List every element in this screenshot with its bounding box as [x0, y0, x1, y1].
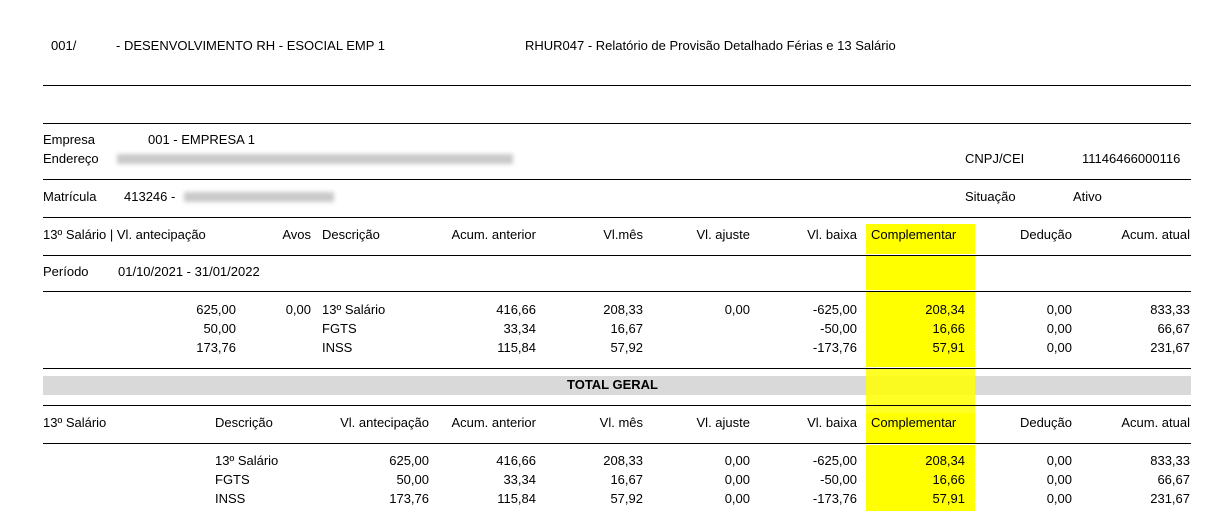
col-header-vl-ajuste: Vl. ajuste	[696, 415, 750, 430]
cell-vl-ajuste: 0,00	[724, 453, 750, 468]
cell-acum-anterior: 115,84	[497, 491, 536, 506]
cell-antecipacao: 625,00	[389, 453, 429, 468]
cell-vl-baixa: -50,00	[820, 472, 857, 487]
cell-deducao: 0,00	[1046, 453, 1072, 468]
situacao-value: Ativo	[1073, 189, 1102, 204]
col-header-complementar: Complementar	[871, 415, 957, 430]
divider	[43, 123, 1191, 124]
cell-descricao: 13º Salário	[215, 453, 279, 468]
cell-vl-mes: 57,92	[610, 491, 643, 506]
col-header-vl-ajuste: Vl. ajuste	[696, 227, 750, 242]
cell-vl-mes: 16,67	[610, 472, 643, 487]
complementar-highlight	[866, 256, 975, 290]
cell-avos: 0,00	[285, 302, 311, 317]
col-header-acum-atual: Acum. atual	[1121, 415, 1190, 430]
cell-antecipacao: 173,76	[389, 491, 429, 506]
cell-antecipacao: 625,00	[196, 302, 236, 317]
cell-descricao: INSS	[322, 340, 353, 355]
cell-descricao: FGTS	[322, 321, 357, 336]
cell-vl-baixa: -625,00	[812, 302, 857, 317]
periodo-label: Período	[43, 264, 89, 279]
cell-vl-mes: 208,33	[603, 302, 643, 317]
cell-vl-ajuste: 0,00	[724, 472, 750, 487]
col-header-13-salario: 13º Salário	[43, 415, 107, 430]
empresa-label: Empresa	[43, 132, 96, 147]
cell-vl-mes: 57,92	[610, 340, 643, 355]
cell-acum-anterior: 33,34	[503, 472, 536, 487]
cell-vl-ajuste: 0,00	[724, 491, 750, 506]
company-code: 001/	[51, 38, 77, 53]
complementar-highlight	[866, 369, 975, 413]
col-header-vl-mes: Vl.mês	[603, 227, 643, 242]
cell-acum-atual: 833,33	[1150, 453, 1190, 468]
cell-complementar: 57,91	[932, 340, 965, 355]
cell-acum-anterior: 115,84	[497, 340, 536, 355]
col-header-avos: Avos	[282, 227, 311, 242]
cnpj-label: CNPJ/CEI	[965, 151, 1025, 166]
col-header-deducao: Dedução	[1019, 227, 1072, 242]
cell-deducao: 0,00	[1046, 321, 1072, 336]
divider	[43, 291, 1191, 292]
cell-descricao: INSS	[215, 491, 246, 506]
cell-descricao: FGTS	[215, 472, 250, 487]
col-header-deducao: Dedução	[1019, 415, 1072, 430]
cell-vl-baixa: -625,00	[812, 453, 857, 468]
col-header-acum-anterior: Acum. anterior	[451, 227, 536, 242]
cell-vl-mes: 16,67	[610, 321, 643, 336]
col-header-13-salario-antecipacao: 13º Salário | Vl. antecipação	[43, 227, 206, 242]
divider	[43, 368, 1191, 369]
divider	[43, 405, 1191, 406]
divider	[43, 179, 1191, 180]
cell-vl-baixa: -173,76	[812, 340, 857, 355]
report-title: RHUR047 - Relatório de Provisão Detalhado Férias e 13 Salário	[525, 38, 896, 53]
col-header-acum-anterior: Acum. anterior	[451, 415, 536, 430]
cell-complementar: 208,34	[925, 302, 965, 317]
divider	[43, 217, 1191, 218]
col-header-descricao: Descrição	[322, 227, 380, 242]
total-geral-title: TOTAL GERAL	[567, 377, 658, 392]
cell-complementar: 16,66	[932, 472, 965, 487]
col-header-vl-antecipacao: Vl. antecipação	[340, 415, 429, 430]
divider	[43, 255, 1191, 256]
divider	[43, 443, 1191, 444]
cell-acum-anterior: 416,66	[496, 453, 536, 468]
col-header-vl-baixa: Vl. baixa	[807, 227, 857, 242]
cell-complementar: 208,34	[925, 453, 965, 468]
cell-acum-atual: 231,67	[1150, 491, 1190, 506]
cell-complementar: 57,91	[932, 491, 965, 506]
cell-complementar: 16,66	[932, 321, 965, 336]
cell-vl-baixa: -50,00	[820, 321, 857, 336]
cell-acum-atual: 66,67	[1157, 472, 1190, 487]
cell-vl-ajuste: 0,00	[724, 302, 750, 317]
cell-acum-atual: 833,33	[1150, 302, 1190, 317]
cell-antecipacao: 50,00	[203, 321, 236, 336]
redacted-address	[117, 154, 513, 164]
col-header-descricao: Descrição	[215, 415, 273, 430]
cell-vl-mes: 208,33	[603, 453, 643, 468]
cell-deducao: 0,00	[1046, 340, 1072, 355]
cell-antecipacao: 50,00	[396, 472, 429, 487]
periodo-value: 01/10/2021 - 31/01/2022	[118, 264, 260, 279]
redacted-name	[184, 192, 334, 202]
col-header-vl-mes: Vl. mês	[599, 415, 643, 430]
company-name: - DESENVOLVIMENTO RH - ESOCIAL EMP 1	[116, 38, 385, 53]
cell-acum-atual: 66,67	[1157, 321, 1190, 336]
endereco-label: Endereço	[43, 151, 99, 166]
cell-deducao: 0,00	[1046, 472, 1072, 487]
divider	[43, 85, 1191, 86]
cell-acum-anterior: 33,34	[503, 321, 536, 336]
cell-deducao: 0,00	[1046, 302, 1072, 317]
empresa-value: 001 - EMPRESA 1	[148, 132, 255, 147]
cell-vl-baixa: -173,76	[812, 491, 857, 506]
col-header-complementar: Complementar	[871, 227, 957, 242]
cell-antecipacao: 173,76	[196, 340, 236, 355]
cell-deducao: 0,00	[1046, 491, 1072, 506]
cell-acum-anterior: 416,66	[496, 302, 536, 317]
matricula-value: 413246 -	[124, 189, 176, 204]
col-header-vl-baixa: Vl. baixa	[807, 415, 857, 430]
cell-descricao: 13º Salário	[322, 302, 386, 317]
matricula-label: Matrícula	[43, 189, 97, 204]
cell-acum-atual: 231,67	[1150, 340, 1190, 355]
situacao-label: Situação	[965, 189, 1016, 204]
cnpj-value: 11146466000116	[1082, 151, 1181, 166]
col-header-acum-atual: Acum. atual	[1121, 227, 1190, 242]
